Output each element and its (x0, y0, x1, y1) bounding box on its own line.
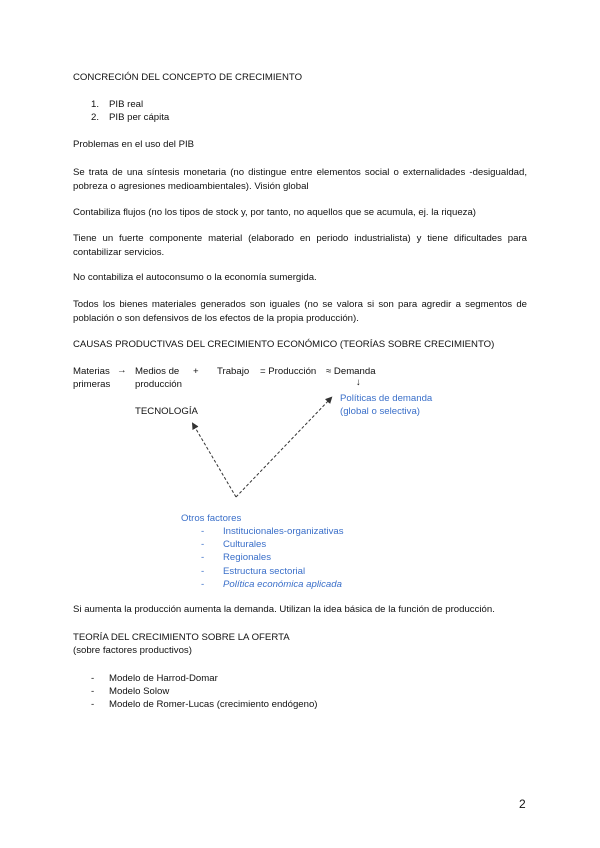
primeras-label: primeras (73, 379, 111, 390)
dash: - (201, 526, 205, 537)
factor-label: Regionales (223, 552, 272, 563)
paragraph-flujos: Contabiliza flujos (no los tipos de stock y, por tanto, no aquellos que se acumula, ej. la riqueza) (73, 207, 476, 218)
dash: - (201, 579, 205, 590)
factor-label: Estructura sectorial (223, 566, 306, 577)
politicas-demanda-label: Políticas de demanda (340, 393, 433, 404)
arrow-to-tecnologia (193, 424, 236, 497)
dash: - (91, 673, 95, 684)
dash: - (201, 539, 205, 550)
tecnologia-label: TECNOLOGÍA (135, 406, 198, 417)
paragraph-autoconsumo: No contabiliza el autoconsumo o la economía sumergida. (73, 272, 317, 283)
dash: - (201, 552, 205, 563)
list-item (91, 686, 169, 697)
section-heading-crecimiento: CONCRECIÓN DEL CONCEPTO DE CRECIMIENTO (73, 72, 303, 83)
paragraph-material: Tiene un fuerte componente material (elaborado en periodo industrialista) y tiene dificultades para contabilizar servicios. (73, 233, 527, 258)
list-item (201, 579, 342, 590)
factor-label: Institucionales-organizativas (223, 526, 344, 537)
page-number: 2 (519, 797, 526, 811)
list-item (201, 566, 305, 577)
factor-label: Culturales (223, 539, 267, 550)
list-number: 2. (91, 112, 100, 123)
demanda-label: ≈ Demanda (326, 366, 376, 377)
trabajo-label: Trabajo (217, 366, 250, 377)
section-heading-oferta: TEORÍA DEL CRECIMIENTO SOBRE LA OFERTA (73, 632, 290, 643)
down-arrow-icon: ↓ (356, 377, 361, 388)
list-item (91, 699, 318, 710)
dash: - (201, 566, 205, 577)
section-subheading: (sobre factores productivos) (73, 645, 192, 656)
list-item (201, 526, 344, 537)
problems-title: Problemas en el uso del PIB (73, 139, 195, 150)
dash: - (91, 686, 95, 697)
list-text: PIB real (109, 99, 144, 110)
materias-label: Materias (73, 366, 110, 377)
factor-label: Política económica aplicada (223, 579, 342, 590)
plus-sign: + (193, 366, 199, 377)
politicas-tipo-label: (global o selectiva) (340, 406, 420, 417)
arrow-to-politicas (236, 398, 331, 497)
dash: - (91, 699, 95, 710)
list-text: PIB per cápita (109, 112, 170, 123)
list-item (201, 552, 271, 563)
produccion-equals: = Producción (260, 366, 317, 377)
produccion-label: producción (135, 379, 182, 390)
list-item (201, 539, 266, 550)
medios-label: Medios de (135, 366, 180, 377)
model-label: Modelo de Harrod-Domar (109, 673, 218, 684)
paragraph-bienes: Todos los bienes materiales generados son iguales (no se valora si son para agredir a segmentos de población o son defensivos de los efectos de la propia producción). (73, 299, 527, 324)
paragraph-sintesis: Se trata de una síntesis monetaria (no distingue entre elementos social o externalidades -desigualdad, pobreza o agresiones medioambientales). Visión global (73, 167, 527, 192)
list-number: 1. (91, 99, 100, 110)
list-item (91, 673, 218, 684)
section-heading-causas: CAUSAS PRODUCTIVAS DEL CRECIMIENTO ECONÓMICO (TEORÍAS SOBRE CRECIMIENTO) (73, 339, 495, 350)
paragraph-produccion: Si aumenta la producción aumenta la demanda. Utilizan la idea básica de la función de producción. (73, 604, 495, 615)
model-label: Modelo Solow (109, 686, 170, 697)
model-label: Modelo de Romer-Lucas (crecimiento endógeno) (109, 699, 318, 710)
otros-factores-label: Otros factores (181, 513, 242, 524)
right-arrow-icon: → (117, 365, 127, 376)
